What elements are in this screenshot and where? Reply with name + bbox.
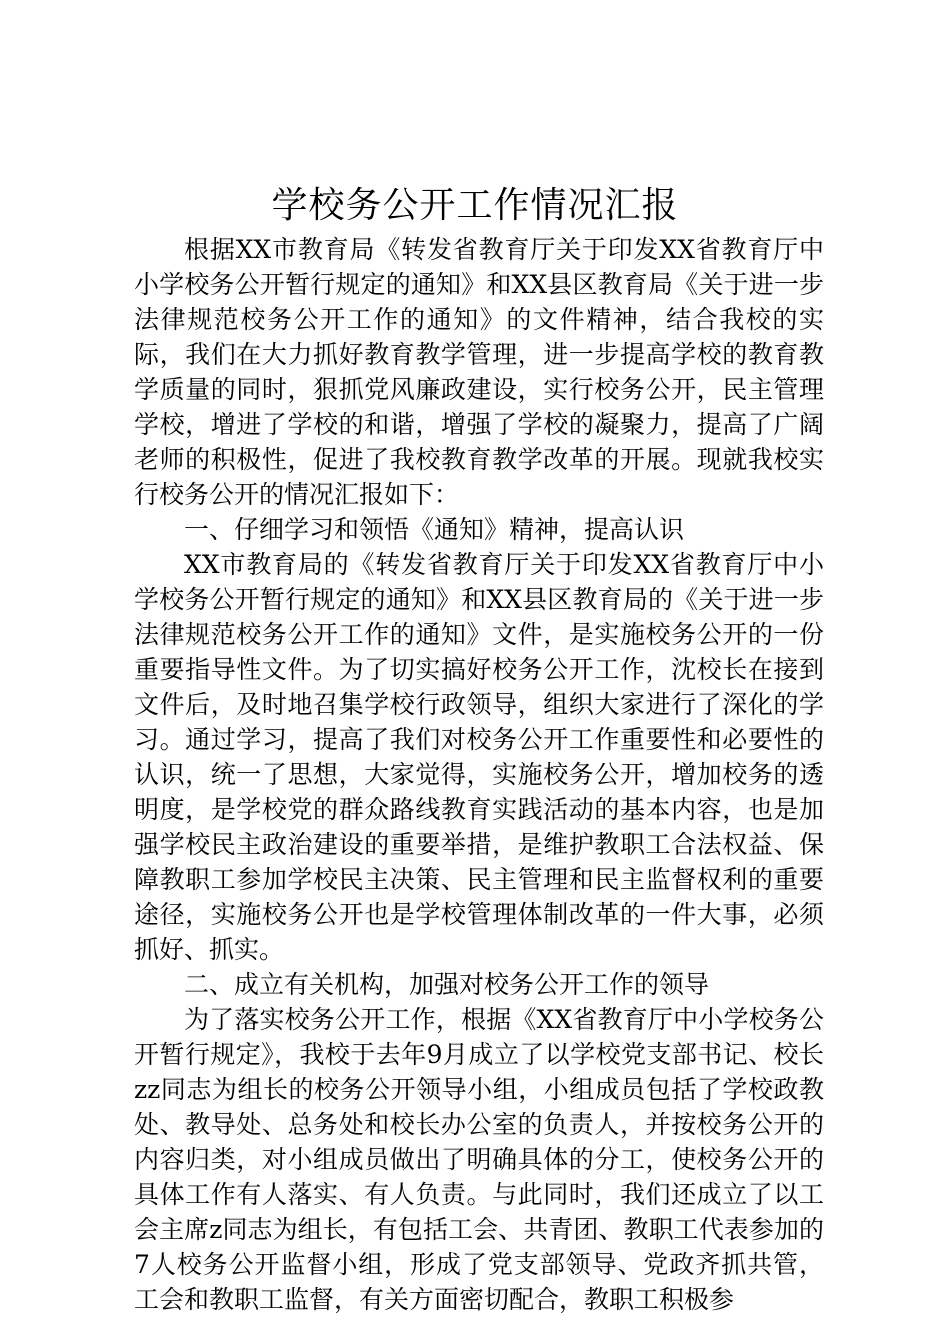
paragraph-section-2: 为了落实校务公开工作，根据《XX省教育厅中小学校务公开暂行规定》，我校于去年9月成立了以学校党支部书记、校长zz同志为组长的校务公开领导小组，小组成员包括了学校政教处、教导处、总务处和校长办公室的负责人，并按校务公开的内容归类，对小组成员做出了明确具体的分工，使校务公开的具体工作有人落实、有人负责。与此同时，我们还成立了以工会主席z同志为组长，有包括工会、共青团、教职工代表参加的7人校务公开监督小组，形成了党支部领导、党政齐抓共管，工会和教职工监督，有关方面密切配合，教职工积极参 [134,1005,824,1314]
paragraph-section-1: XX市教育局的《转发省教育厅关于印发XX省教育厅中小学校务公开暂行规定的通知》和XX县区教育局的《关于进一步法律规范校务公开工作的通知》文件，是实施校务公开的一份重要指导性文件。为了切实搞好校务公开工作，沈校长在接到文件后，及时地召集学校行政领导，组织大家进行了深化的学习。通过学习，提高了我们对校务公开工作重要性和必要性的认识，统一了思想，大家觉得，实施校务公开，增加校务的透明度，是学校党的群众路线教育实践活动的基本内容，也是加强学校民主政治建设的重要举措，是维护教职工合法权益、保障教职工参加学校民主决策、民主管理和民主监督权利的重要途径，实施校务公开也是学校管理体制改革的一件大事，必须抓好、抓实。 [134,550,824,964]
paragraph-intro: 根据XX市教育局《转发省教育厅关于印发XX省教育厅中小学校务公开暂行规定的通知》和XX县区教育局《关于进一步法律规范校务公开工作的通知》的文件精神，结合我校的实际，我们在大力抓好教育教学管理，进一步提高学校的教育教学质量的同时，狠抓党风廉政建设，实行校务公开，民主管理学校，增进了学校的和谐，增强了学校的凝聚力，提高了广阔老师的积极性，促进了我校教育教学改革的开展。现就我校实行校务公开的情况汇报如下： [134,235,824,509]
section-heading-2: 二、成立有关机构，加强对校务公开工作的领导 [184,970,710,999]
section-heading-1: 一、仔细学习和领悟《通知》精神，提高认识 [184,515,685,544]
document-title: 学校务公开工作情况汇报 [271,185,679,226]
document-body [134,232,824,1317]
